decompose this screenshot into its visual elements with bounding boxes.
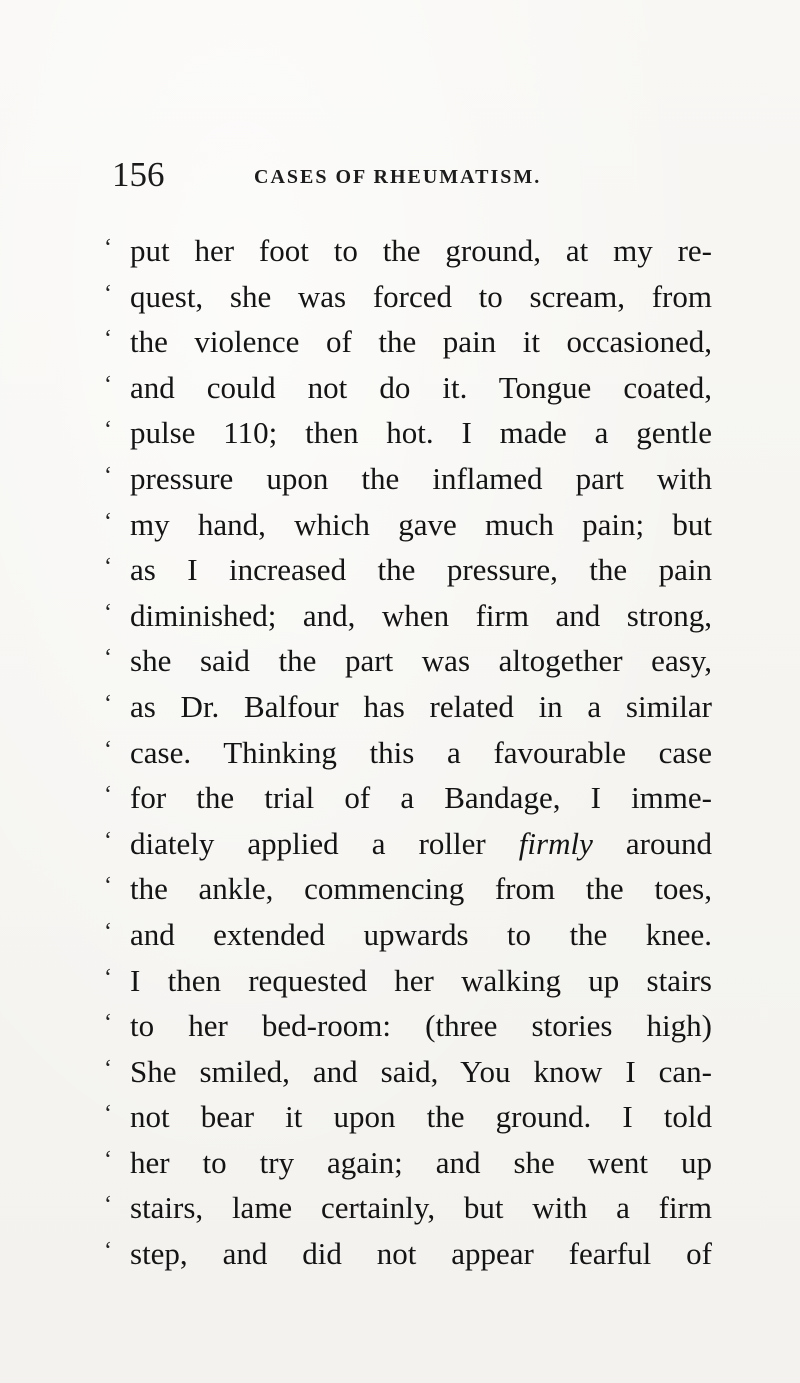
quote-mark: ‘ — [104, 645, 112, 672]
line-text: to her bed-room: (three stories high) — [130, 1008, 712, 1044]
quote-mark: ‘ — [104, 1146, 112, 1173]
text-line — [104, 866, 712, 912]
text-line — [104, 456, 712, 502]
quote-mark: ‘ — [104, 1238, 112, 1265]
text-line — [104, 410, 712, 456]
line-text: and could not do it. Tongue coated, — [130, 369, 712, 405]
running-head: CASES OF RHEUMATISM. — [254, 166, 542, 188]
quote-mark: ‘ — [104, 371, 112, 398]
line-text: as I increased the pressure, the pain — [130, 552, 712, 588]
line-text: She smiled, and said, You know I can- — [130, 1053, 712, 1089]
text-line — [104, 730, 712, 776]
text-line — [104, 912, 712, 958]
text-line — [104, 1049, 712, 1095]
quote-mark: ‘ — [104, 235, 112, 261]
quote-mark: ‘ — [104, 417, 112, 444]
page-header — [112, 150, 712, 200]
text-line — [104, 821, 712, 867]
line-text: case. Thinking this a favourable case — [130, 734, 712, 770]
quote-mark: ‘ — [104, 599, 112, 626]
quote-mark: ‘ — [104, 1101, 112, 1128]
text-line — [104, 274, 712, 320]
quote-mark: ‘ — [104, 508, 112, 535]
line-text: I then requested her walking up stairs — [130, 962, 712, 998]
line-text: her to try again; and she went up — [130, 1144, 712, 1180]
quote-mark: ‘ — [104, 782, 112, 809]
line-text: my hand, which gave much pain; but — [130, 506, 712, 542]
text-line — [104, 502, 712, 548]
line-text: the ankle, commencing from the toes, — [130, 871, 712, 907]
quote-mark: ‘ — [104, 827, 112, 854]
text-line — [104, 1003, 712, 1049]
line-text: not bear it upon the ground. I told — [130, 1099, 712, 1135]
body-text — [104, 228, 712, 1277]
line-text: pulse 110; then hot. I made a gentle — [130, 415, 712, 451]
text-line — [104, 638, 712, 684]
quote-mark: ‘ — [104, 873, 112, 900]
line-text: diminished; and, when firm and strong, — [130, 597, 712, 633]
page-number: 156 — [112, 155, 165, 194]
text-line — [104, 547, 712, 593]
text-line — [104, 1231, 712, 1277]
quote-mark: ‘ — [104, 1192, 112, 1219]
quote-mark: ‘ — [104, 1055, 112, 1082]
text-line — [104, 958, 712, 1004]
line-text: step, and did not appear fearful of — [130, 1236, 712, 1272]
line-text: for the trial of a Bandage, I imme- — [130, 780, 712, 816]
text-line — [104, 319, 712, 365]
text-line — [104, 1185, 712, 1231]
line-text: and extended upwards to the knee. — [130, 916, 712, 952]
line-text-part: around — [625, 825, 713, 861]
text-line — [104, 775, 712, 821]
line-text: pressure upon the inflamed part with — [130, 460, 712, 496]
quote-mark: ‘ — [104, 918, 112, 945]
line-text — [130, 821, 712, 867]
quote-mark: ‘ — [104, 1010, 112, 1037]
quote-mark: ‘ — [104, 964, 112, 991]
text-line — [104, 365, 712, 411]
quote-mark: ‘ — [104, 326, 112, 353]
line-text: as Dr. Balfour has related in a similar — [130, 688, 712, 724]
line-text: quest, she was forced to scream, from — [130, 278, 712, 314]
line-text: she said the part was altogether easy, — [130, 643, 712, 679]
line-text: put her foot to the ground, at my re- — [130, 233, 712, 268]
quote-mark: ‘ — [104, 736, 112, 763]
line-text-part: diately applied a roller — [130, 825, 486, 861]
line-text: the violence of the pain it occasioned, — [130, 324, 712, 360]
quote-mark: ‘ — [104, 690, 112, 717]
text-line — [104, 1094, 712, 1140]
quote-mark: ‘ — [104, 462, 112, 489]
text-line — [104, 1140, 712, 1186]
text-line — [104, 684, 712, 730]
quote-mark: ‘ — [104, 554, 112, 581]
text-line — [104, 593, 712, 639]
line-text: stairs, lame certainly, but with a firm — [130, 1190, 712, 1226]
quote-mark: ‘ — [104, 280, 112, 307]
text-line — [104, 228, 712, 274]
emphasized-word: firmly — [518, 825, 593, 861]
